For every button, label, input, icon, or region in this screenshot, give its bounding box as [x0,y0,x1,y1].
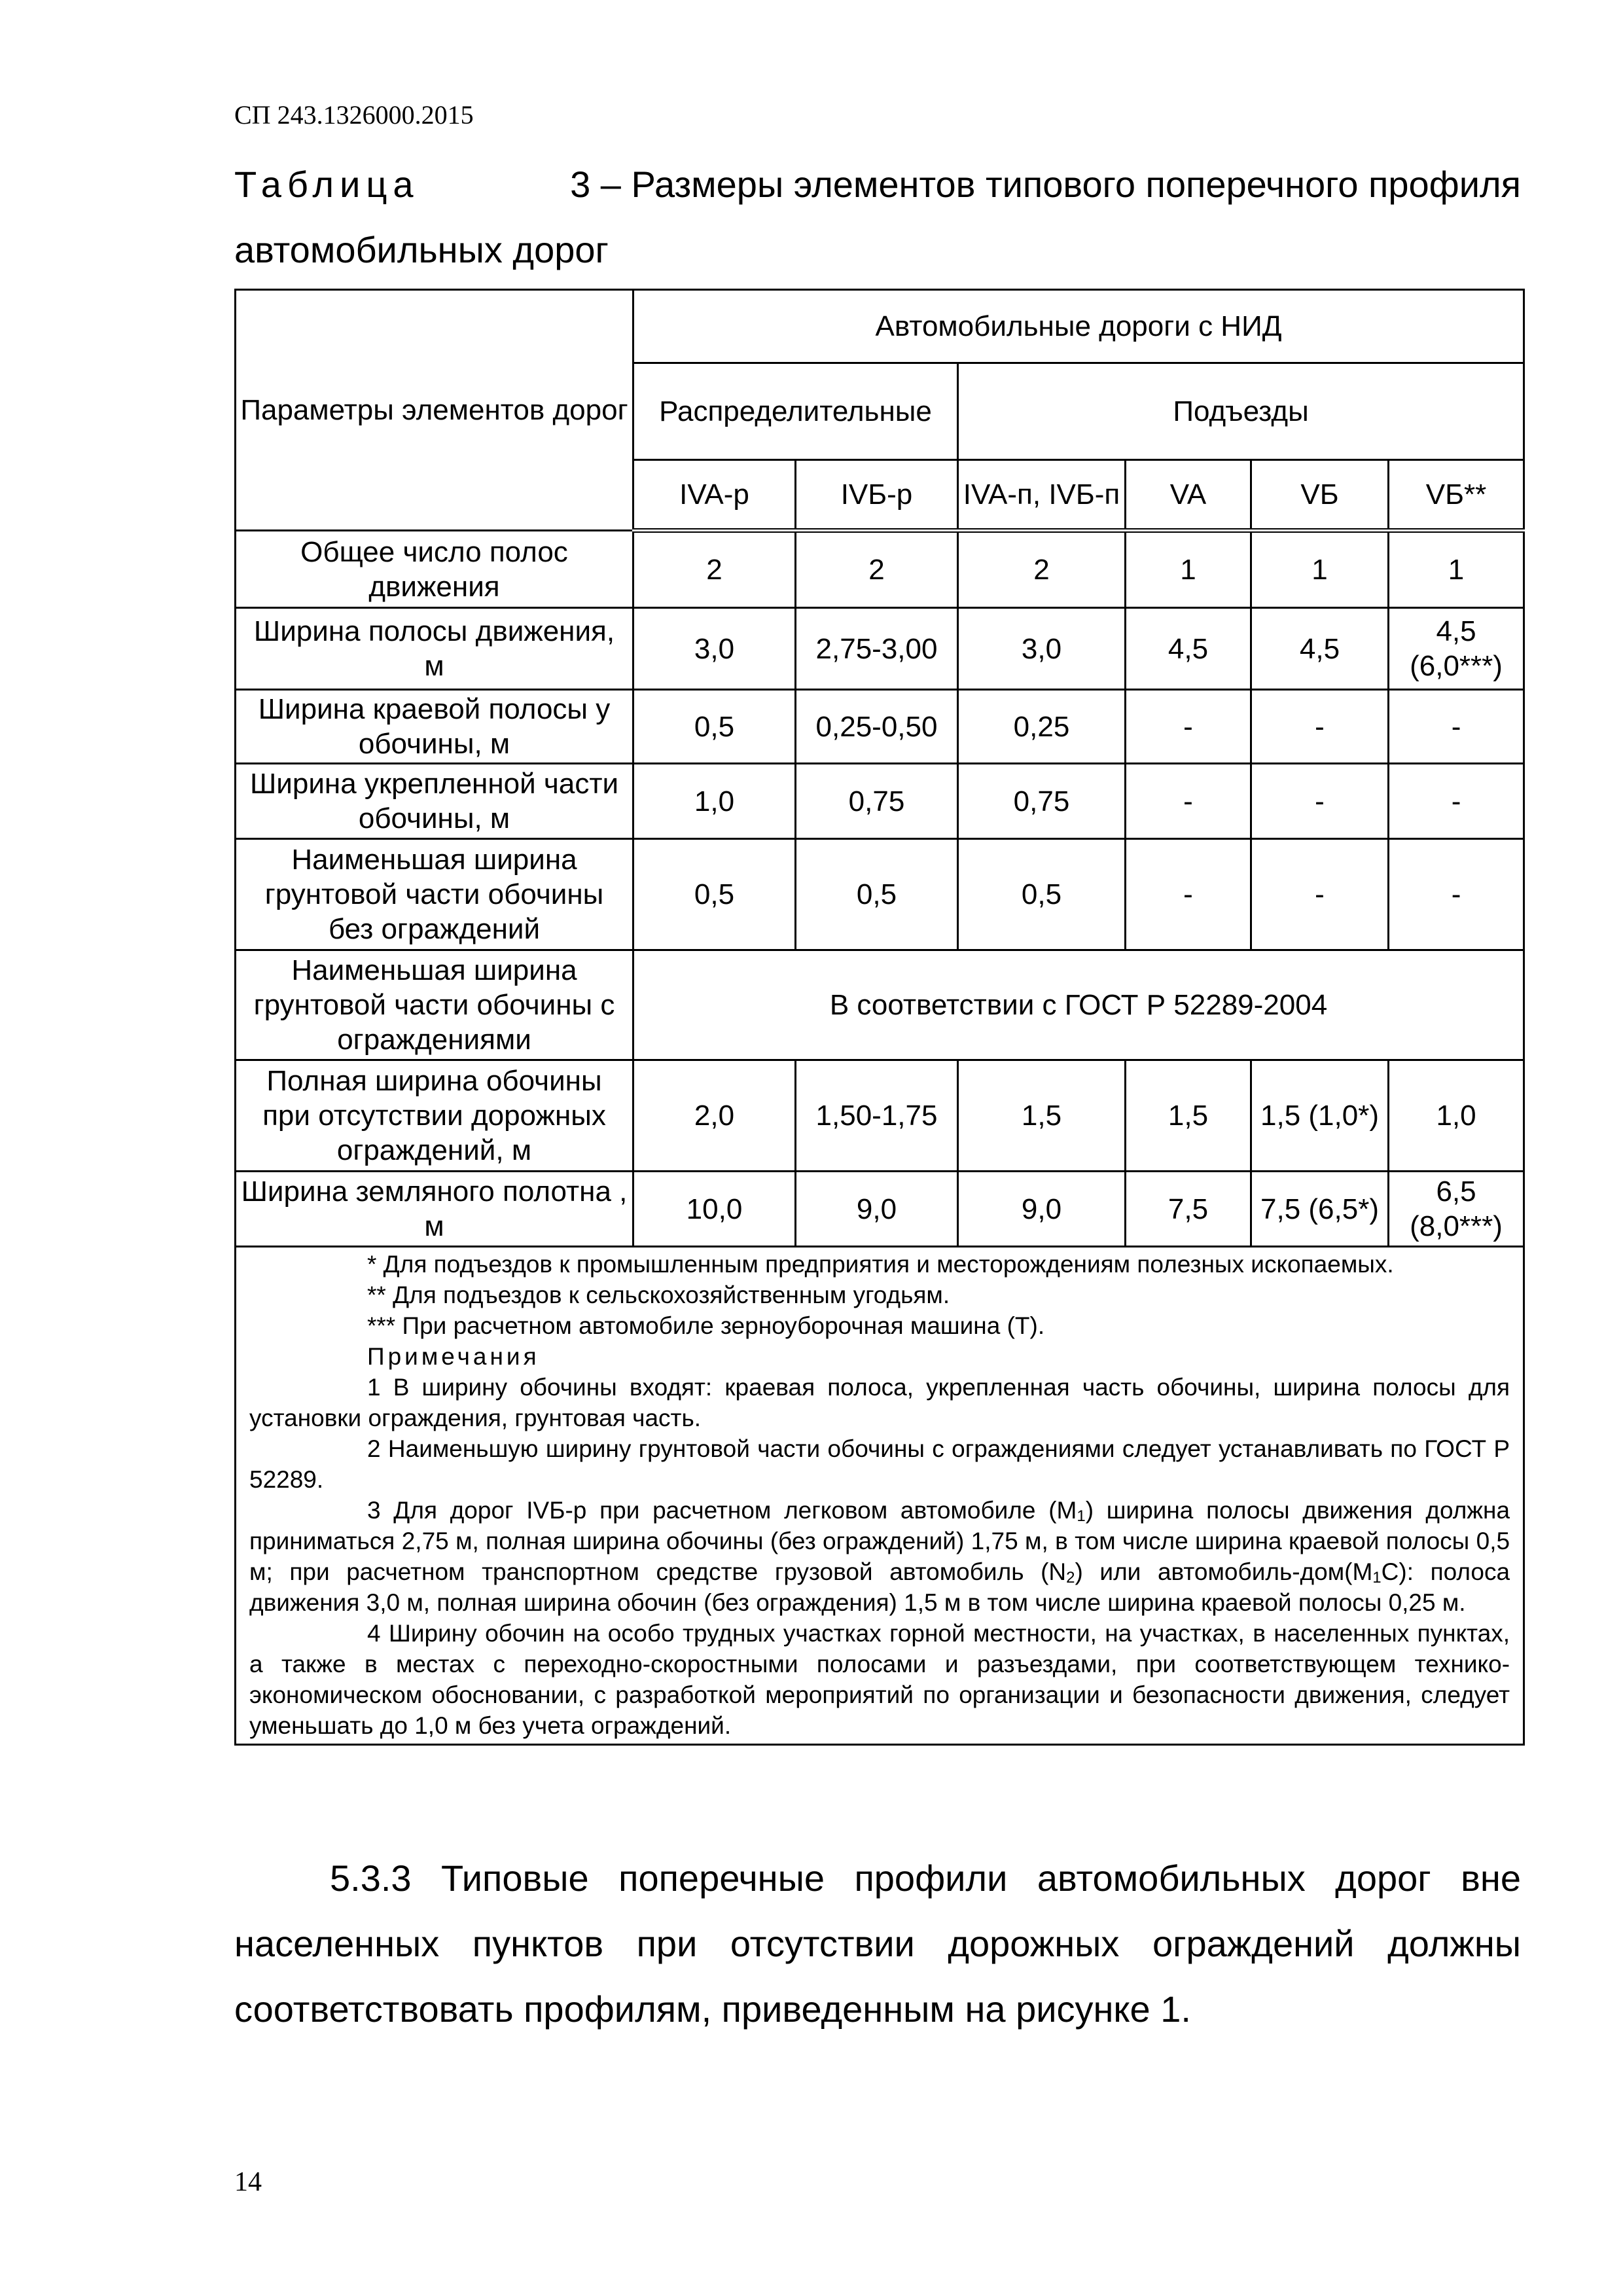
table-cell: 1 [1251,531,1389,608]
table-cell: 1,50-1,75 [796,1060,958,1172]
category-header: VБ [1251,460,1389,531]
table-row [236,531,1524,608]
note-item: 1 В ширину обочины входят: краевая полоса, укрепленная часть обочины, ширина полосы для установки ограждения, грунтовая часть. [249,1374,1510,1431]
table-cell: 2 [958,531,1126,608]
table-cell: 1,0 [633,764,796,839]
table-cell: 9,0 [958,1172,1126,1247]
road-profile-table [234,289,1525,1746]
group-header: Автомобильные дороги с НИД [633,290,1524,363]
row-label: Ширина укрепленной части обочины, м [236,764,633,839]
table-row [236,1172,1524,1247]
table-cell: 1,5 (1,0*) [1251,1060,1389,1172]
footnote: ** Для подъездов к сельскохозяйственным угодьям. [367,1282,950,1308]
subheader-approaches: Подъезды [958,363,1524,460]
note-item: 4 Ширину обочин на особо трудных участках горной местности, на участках, в населенных пунктах, а также в местах с переходно-скоростными полосами и разъездами, при соответствующем технико-экономическом обосновании, с разработкой мероприятий по организации и безопасности движения, следует уменьшать до 1,0 м без учета ограждений. [249,1620,1510,1739]
category-header: VA [1126,460,1251,531]
notes-cell [236,1247,1524,1745]
table-row [236,608,1524,690]
table-cell: 7,5 (6,5*) [1251,1172,1389,1247]
table-cell: - [1389,839,1524,950]
row-label: Общее число полос движения [236,531,633,608]
table-cell: 3,0 [958,608,1126,690]
table-cell: 0,5 [796,839,958,950]
table-cell: 0,25-0,50 [796,690,958,764]
table-cell: 0,75 [958,764,1126,839]
merged-cell: В соответствии с ГОСТ Р 52289-2004 [633,950,1524,1060]
document-code: СП 243.1326000.2015 [234,100,474,130]
table-cell: 0,25 [958,690,1126,764]
category-header: IVБ-р [796,460,958,531]
paragraph-5-3-3: 5.3.3 Типовые поперечные профили автомобильных дорог вне населенных пунктов при отсутствии дорожных ограждений должны соответствовать профилям, приведенным на рисунке 1. [234,1857,1521,2030]
table-cell: 4,5 [1126,608,1251,690]
table-row [236,690,1524,764]
footnote: *** При расчетном автомобиле зерноуборочная машина (Т). [367,1312,1045,1339]
table-cell: 1,5 [1126,1060,1251,1172]
table-row [236,950,1524,1060]
table-cell: 2 [796,531,958,608]
page-number: 14 [234,2167,262,2197]
table-cell: 2,0 [633,1060,796,1172]
table-cell: 7,5 [1126,1172,1251,1247]
table-cell: 1,5 [958,1060,1126,1172]
table-cell: - [1251,764,1389,839]
table-cell: 9,0 [796,1172,958,1247]
table-cell: 0,5 [633,839,796,950]
row-label: Ширина краевой полосы у обочины, м [236,690,633,764]
table-cell: 4,5 (6,0***) [1389,608,1524,690]
table-cell: 0,5 [958,839,1126,950]
category-header: IVA-р [633,460,796,531]
row-label: Ширина земляного полотна , м [236,1172,633,1247]
category-header: VБ** [1389,460,1524,531]
table-cell: 0,5 [633,690,796,764]
row-label: Наименьшая ширина грунтовой части обочины с ограждениями [236,950,633,1060]
table-cell: 1,0 [1389,1060,1524,1172]
note-item: 3 Для дорог IVБ-р при расчетном легковом автомобиле $(М_1)$ ширина полосы движения должна приниматься 2,75 м, полная ширина обочины (без ограждений) 1,75 м, в том числе ширина краевой полосы 0,5 м; при расчетном транспортном средстве грузовой автомобиль $(N_2)$ или автомобиль-$дом(М_1С)$: полоса движения 3,0 м, полная ширина обочин (без ограждения) 1,5 м в том числе ширина краевой полосы 0,25 м. [249,1497,1510,1616]
table-cell: 2,75-3,00 [796,608,958,690]
row-label: Наименьшая ширина грунтовой части обочины без ограждений [236,839,633,950]
category-header: IVA-п, IVБ-п [958,460,1126,531]
table-cell: 2 [633,531,796,608]
row-label: Полная ширина обочины при отсутствии дорожных ограждений, м [236,1060,633,1172]
table-cell: 6,5 (8,0***) [1389,1172,1524,1247]
table-cell: - [1389,690,1524,764]
caption-title-line1: 3 – Размеры элементов типового поперечного профиля [570,164,1521,205]
table-cell: - [1389,764,1524,839]
table-cell: 10,0 [633,1172,796,1247]
table-cell: - [1251,690,1389,764]
table-cell: 1 [1389,531,1524,608]
footnote: * Для подъездов к промышленным предприятия и месторождениям полезных ископаемых. [367,1251,1394,1278]
subheader-distribution: Распределительные [633,363,958,460]
table-cell: - [1251,839,1389,950]
row-label: Ширина полосы движения, м [236,608,633,690]
table-cell: 0,75 [796,764,958,839]
notes-title: Примечания [367,1343,540,1370]
table-row [236,764,1524,839]
note-item: 2 Наименьшую ширину грунтовой части обочины с ограждениями следует устанавливать по ГОСТ Р 52289. [249,1435,1510,1493]
table-cell: 1 [1126,531,1251,608]
param-header: Параметры элементов дорог [236,290,633,531]
table-cell: - [1126,690,1251,764]
table-row [236,839,1524,950]
caption-prefix: Таблица [234,164,419,205]
table-cell: - [1126,764,1251,839]
caption-title-line2: автомобильных дорог [234,229,609,270]
table-cell: - [1126,839,1251,950]
table-row [236,1060,1524,1172]
table-cell: 3,0 [633,608,796,690]
table-cell: 4,5 [1251,608,1389,690]
table-caption [234,152,1521,283]
section-paragraph [234,1846,1521,2042]
